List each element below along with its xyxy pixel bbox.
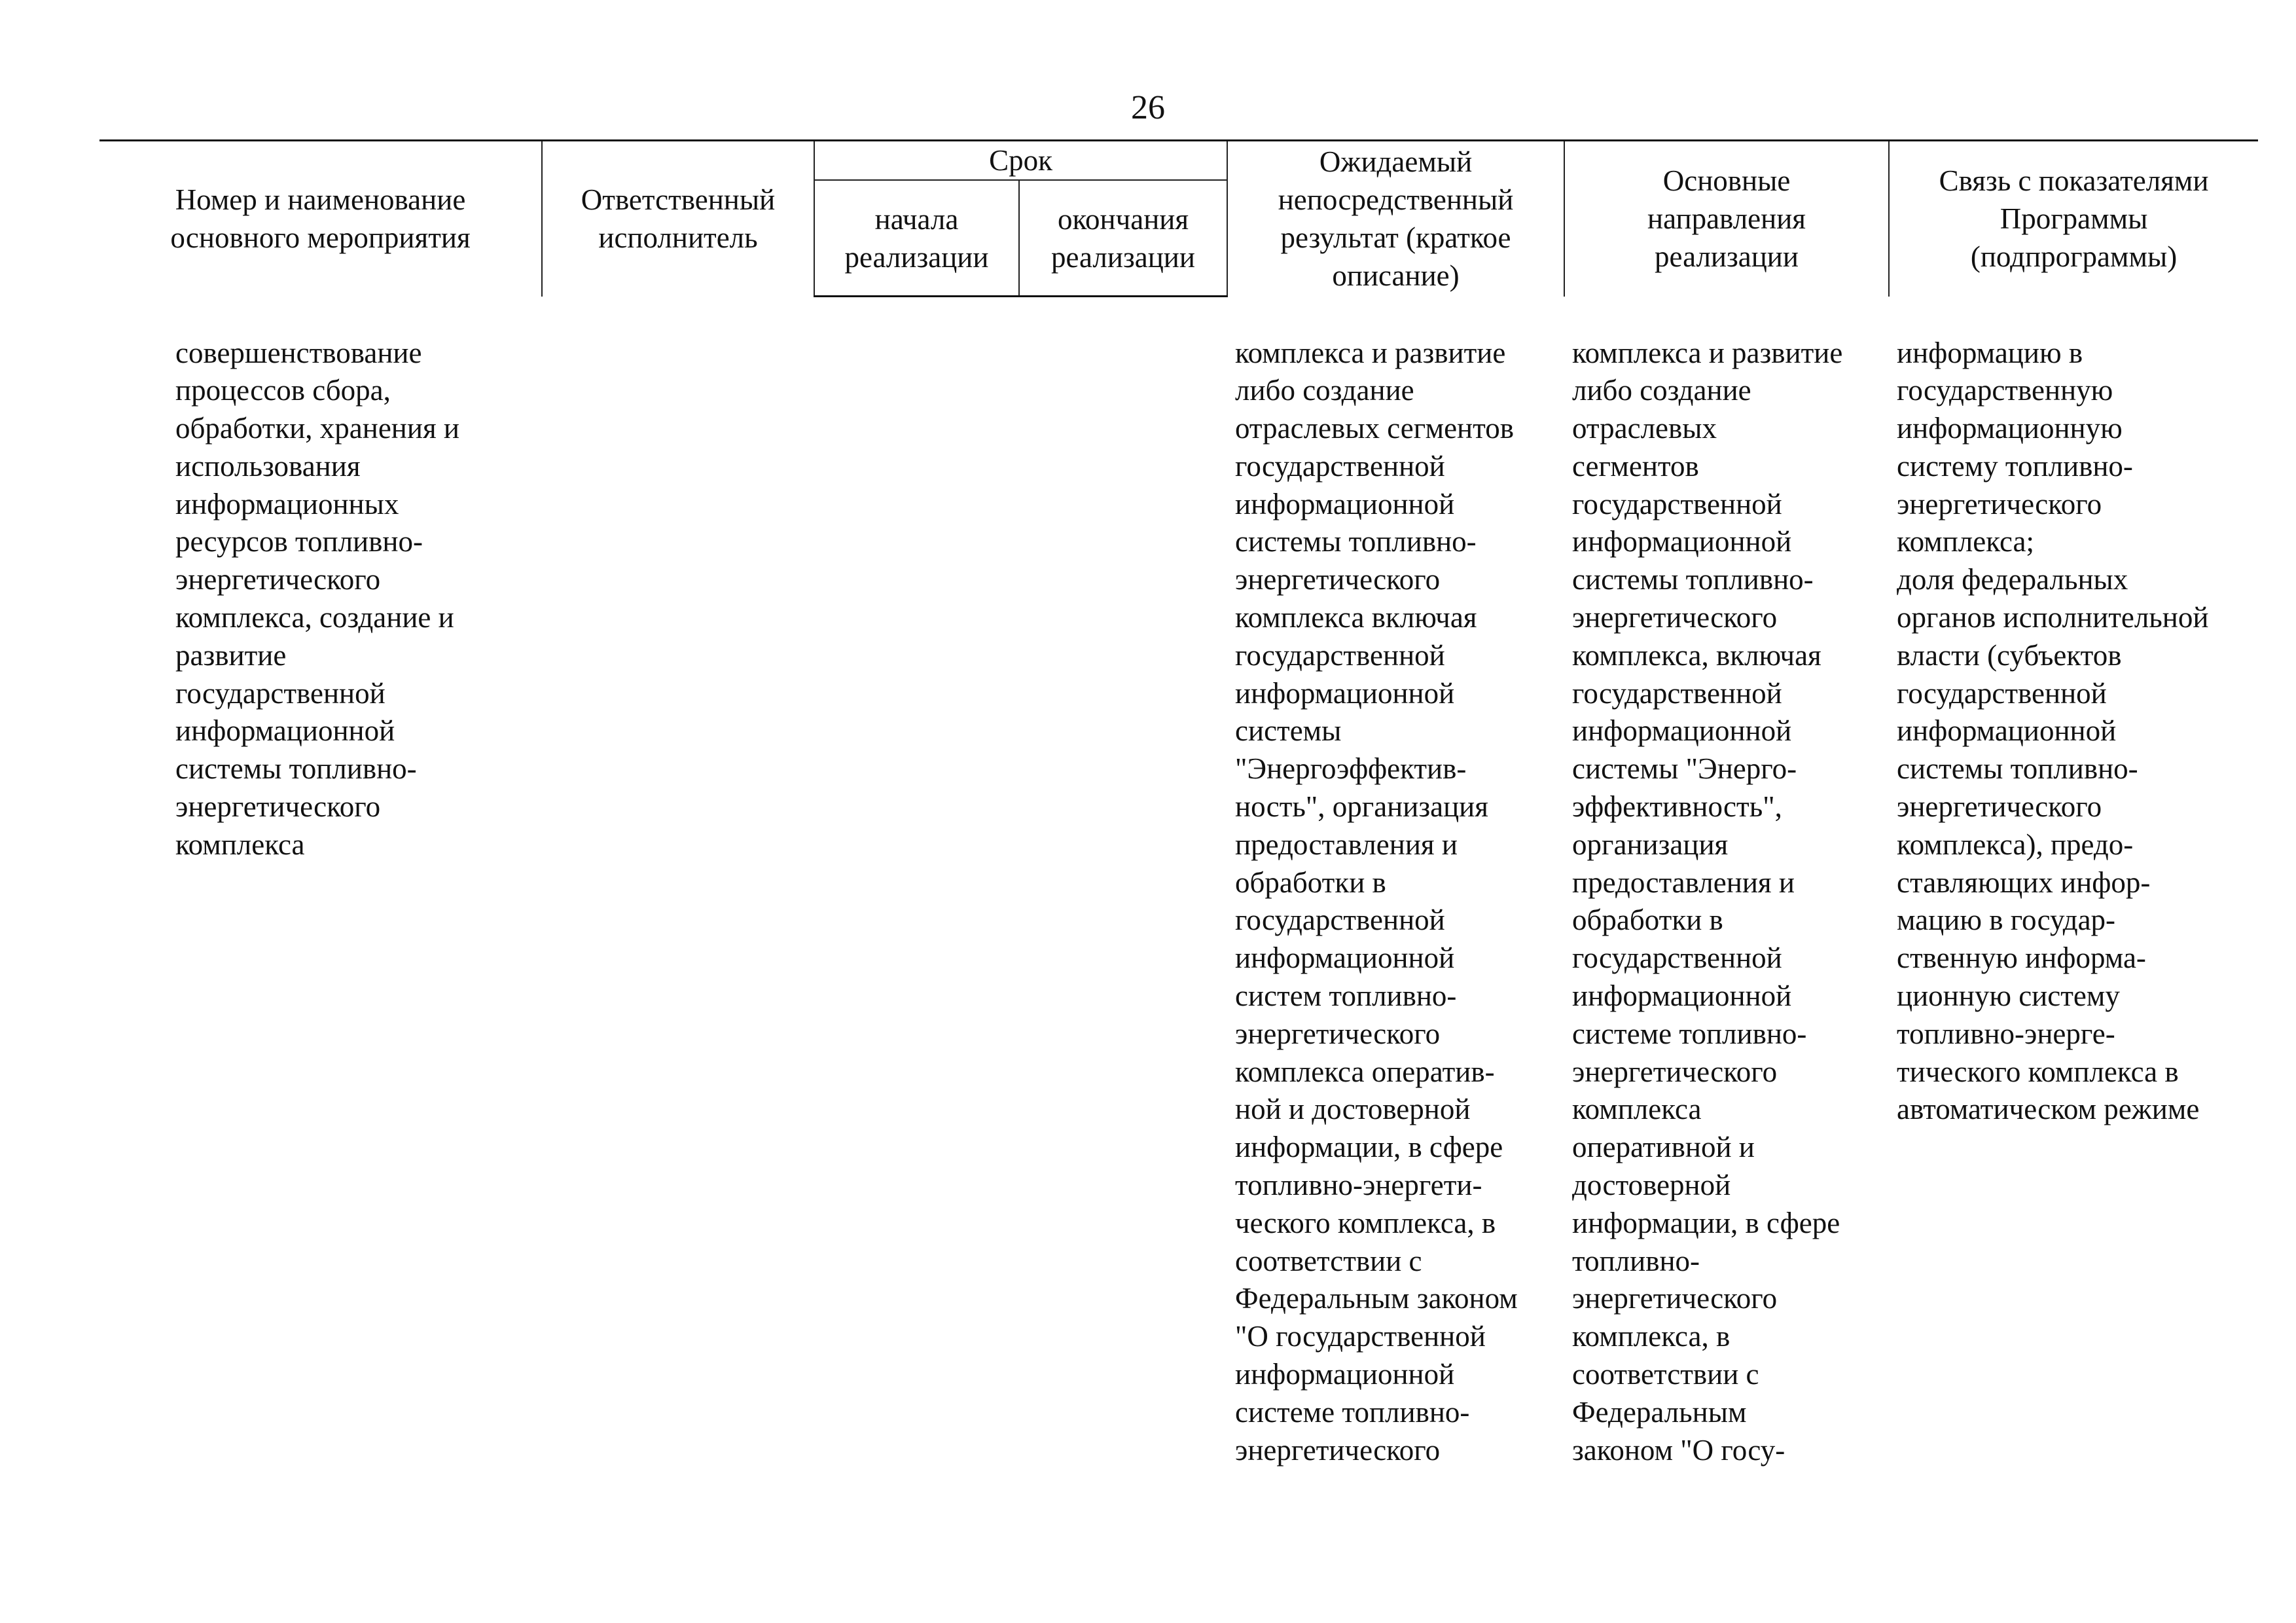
cell-expected-result: комплекса и развитие либо создание отраслевых сегментов государственной информационной системы топливно- энергетического комплекса включая государственной информационной системы "Энергоэффектив- ность", организация предоставления и обработки в государственной информационной систем топливно- энергетического комплекса оператив- ной и достоверной информации, в сфере топливно-энергети- ческого комплекса, в соответствии с Федеральным законом "О государственной информационной системе топливно- энергетического	[1235, 336, 1518, 1467]
header-expected-result: Ожидаемый непосредственный результат (краткое описание)	[1227, 141, 1564, 297]
cell-term-start	[814, 297, 1019, 1470]
cell-indicator-link: информацию в государственную информационную систему топливно- энергетического комплекса; доля федеральных органов исполнительной власти (субъектов государственной информационной системы топливно- энергетического комплекса), предо- ставляющих инфор- мацию в государ- ственную информа- ционную систему топливно-энерге- тического комплекса в автоматическом режиме	[1897, 336, 2209, 1126]
header-executor: Ответственный исполнитель	[542, 141, 814, 297]
header-term: Срок	[814, 141, 1227, 181]
table-header	[99, 141, 2258, 297]
page-number: 26	[1131, 89, 1165, 126]
cell-main-directions: комплекса и развитие либо создание отраслевых сегментов государственной информационной системы топливно- энергетического комплекса, включая государственной информационной системы "Энерго- эффективность", организация предоставления и обработки в государственной информационной системе топливно- энергетического комплекса оперативной и достоверной информации, в сфере топливно- энергетического комплекса, в соответствии с Федеральным законом "О госу-	[1572, 336, 1843, 1467]
header-term-start: начала реализации	[814, 180, 1019, 297]
cell-executor	[542, 297, 814, 1470]
table-row	[99, 297, 2258, 1470]
header-activity-name: Номер и наименование основного мероприятия	[99, 141, 542, 297]
activities-table	[99, 139, 2258, 1469]
header-main-directions: Основные направления реализации	[1564, 141, 1889, 297]
cell-term-end	[1019, 297, 1227, 1470]
header-term-end: окончания реализации	[1019, 180, 1227, 297]
header-indicator-link: Связь с показателями Программы (подпрограммы)	[1889, 141, 2258, 297]
cell-activity-name: совершенствование процессов сбора, обработки, хранения и использования информационных ресурсов топливно- энергетического комплекса, создание и развитие государственной информационной системы топливно- энергетического комплекса	[175, 336, 460, 861]
